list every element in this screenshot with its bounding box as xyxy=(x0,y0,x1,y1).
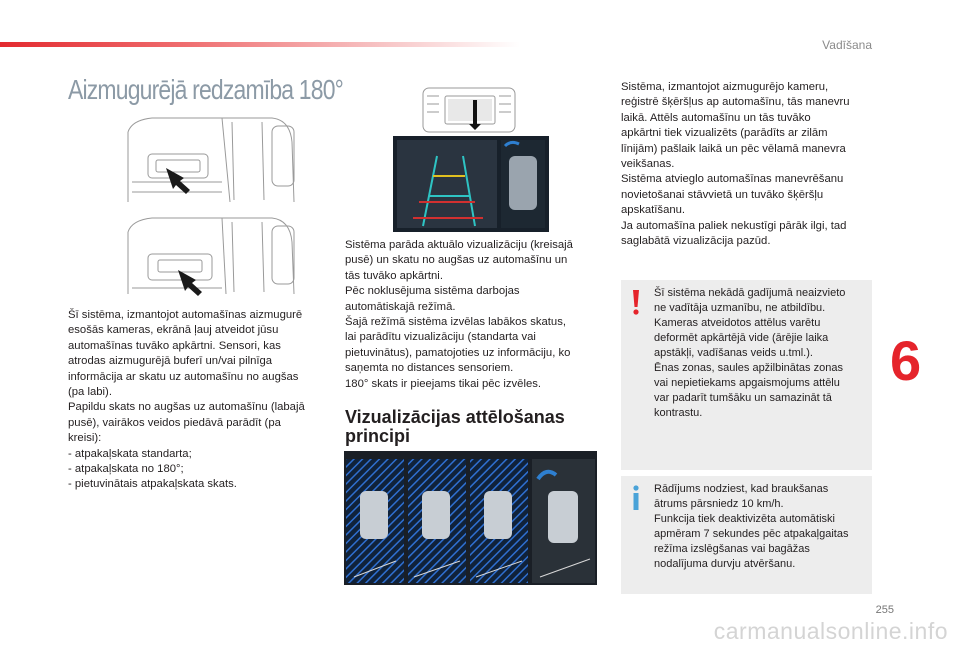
info-note xyxy=(621,476,872,594)
warning-note xyxy=(621,280,872,470)
middle-column-text: Sistēma parāda aktuālo vizualizāciju (kreisajā pusē) un skatu no augšas uz automašīnu un tās tuvāko apkārtni. Pēc noklusējuma sistēma darbojas automātiskajā režīmā. Šajā režīmā sistēma izvēlas labākos skatus, lai parādītu vizualizāciju (standarta vai pietuvinātus), pamatojoties uz informāciju, ko saņemta no distances sensoriem. 180° skats ir pieejams tikai pēc izvēles. xyxy=(345,239,573,390)
watermark: carmanualsonline.info xyxy=(713,618,948,644)
section-heading: Vizualizācijas attēlošanas principi xyxy=(345,407,565,446)
screen-display-illustration xyxy=(393,86,549,232)
header-accent-bar xyxy=(0,42,520,47)
page-title: Aizmugurējā redzamība 180° xyxy=(68,74,344,105)
exclamation-icon xyxy=(629,288,643,316)
chapter-number: 6 xyxy=(890,329,922,392)
rear-camera-illustration xyxy=(122,112,322,298)
left-column-text: Šī sistēma, izmantojot automašīnas aizmugurē esošās kameras, ekrānā ļauj atveidot jūsu automašīnas tuvāko apkārtni. Sensori, kas atrodas aizmugurējā buferī un/vai pilnīga informācija ar skatu uz automašīnu no augšas (pa labi). Papildu skats no augšas uz automašīnu (labajā pusē), vairākos veidos piedāvā parādīt (pa kreisi): - atpakaļskata standarta; - atpakaļskata no 180°; - pietuvinātais atpakaļskata skats. xyxy=(68,309,305,491)
page-number: 255 xyxy=(875,604,894,616)
warning-text: Šī sistēma nekādā gadījumā neaizvieto ne vadītāja uzmanību, ne atbildību. Kameras atveidotos attēlus varētu deformēt apkārtējā vide (ārējie laika apstākļi, vadīšanas veids u.tml.). Ēnas zonas, saules apžilbinātas zonas vai nepietiekams apgaismojums attēlu var padarīt tumšāku un samazināt tā kontrastu. xyxy=(654,287,846,419)
right-column-text: Sistēma, izmantojot aizmugurējo kameru, reģistrē šķēršļus ap automašīnu, tās manevru laikā. Attēls automašīnu un tās tuvāko apkārtni tiek vizualizēts (parādīts ar zilām līnijām) pašlaik laikā un pēc vēlamā manevra veikšanas. Sistēma atvieglo automašīnas manevrēšanu novietošanai stāvvietā un tuvāko šķēršļu apskatīšanu. Ja automašīna paliek nekustīgi pārāk ilgi, tad saglabātā vizualizācija pazūd. xyxy=(621,81,850,248)
info-icon xyxy=(629,484,643,512)
top-view-illustration xyxy=(344,451,597,585)
section-title: Vadīšana xyxy=(822,38,872,52)
info-text: Rādījums nodziest, kad braukšanas ātrums pārsniedz 10 km/h. Funkcija tiek deaktivizēta automātiski apmēram 7 sekundes pēc atpakaļgaitas režīma izslēgšanas vai bagāžas nodalījuma durvju atvēršanu. xyxy=(654,483,849,570)
